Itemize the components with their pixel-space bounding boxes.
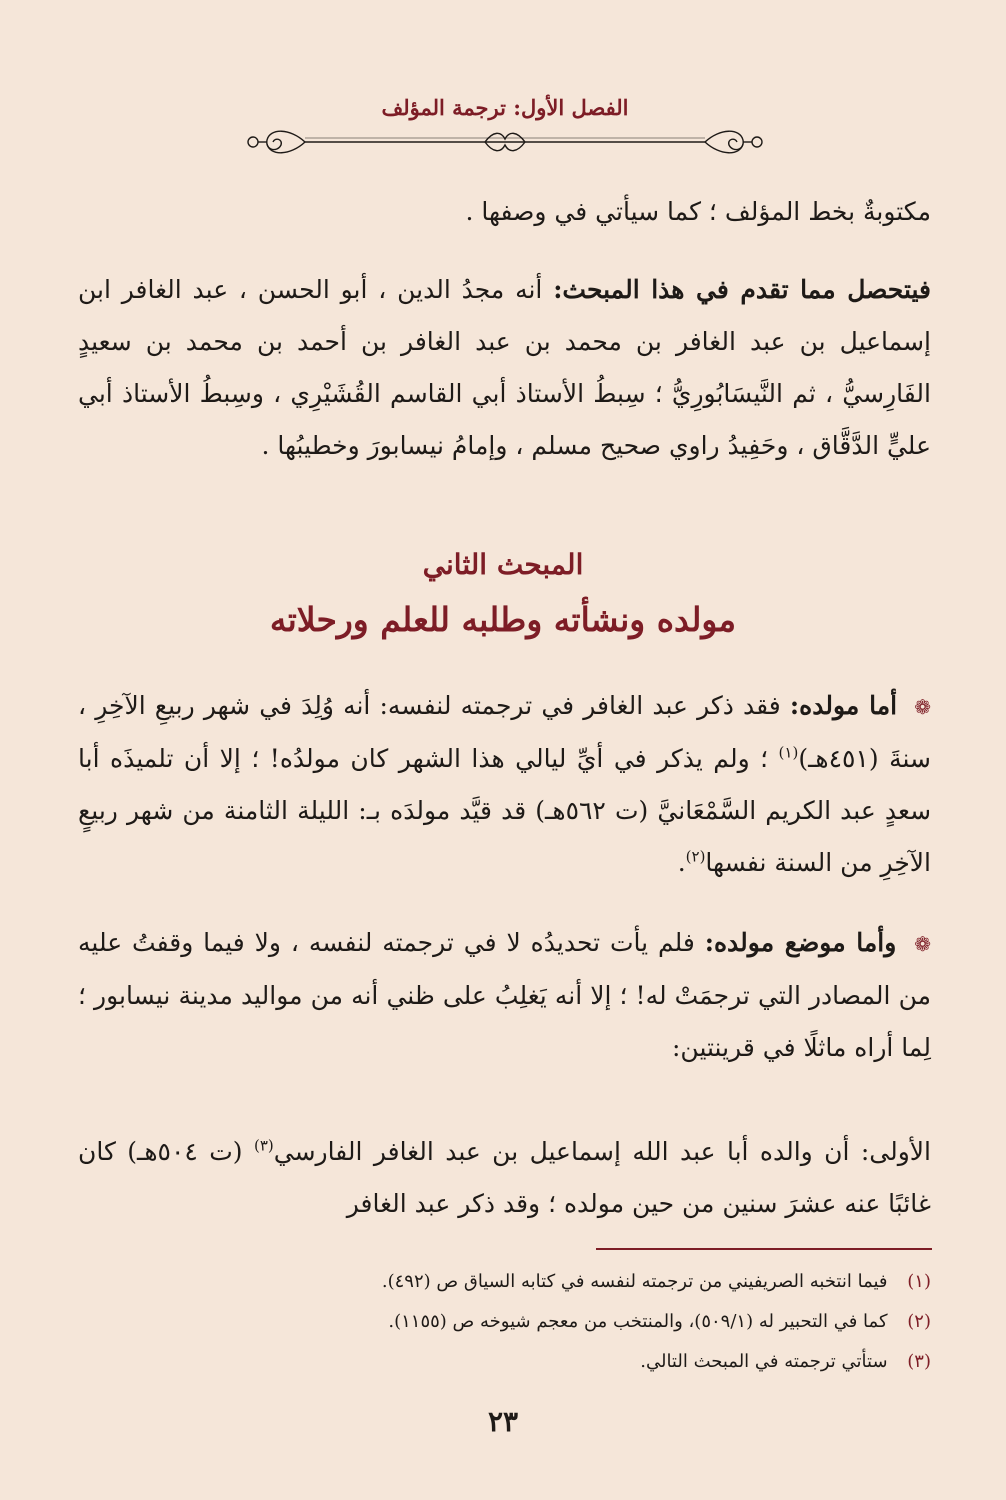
footnote-text: فيما انتخبه الصريفيني من ترجمته لنفسه في كتابه السياق ص (٤٩٢). bbox=[381, 1271, 888, 1292]
text-line: الأستاذ أبي عليٍّ الدَّقَّاق ، وحَفِيدُ راوي صحيح مسلم ، وإمامُ نيسابورَ وخطيبُها . bbox=[78, 379, 931, 460]
page-header bbox=[245, 95, 765, 165]
text-line: فلم يأت تحديدُه لا في ترجمته لنفسه ، ولا فيما bbox=[203, 928, 695, 957]
paragraph-continuation bbox=[78, 186, 931, 238]
footnote-ref[interactable]: (٣) bbox=[253, 1136, 274, 1155]
running-title: الفصل الأول: ترجمة المؤلف bbox=[381, 95, 629, 120]
paragraph-summary bbox=[78, 264, 931, 472]
text-line: فقد ذكر عبد الغافر في ترجمته لنفسه: أنه وُلِدَ في شهر bbox=[203, 691, 781, 720]
text-line: وقفتُ عليه من المصادر التي ترجمَتْ له! ؛ إلا أنه يَغلِبُ على ظني أنه من bbox=[78, 928, 931, 1010]
text-line: . bbox=[677, 848, 686, 877]
section-label: المبحث الثاني bbox=[422, 548, 584, 581]
scroll-ornament-icon bbox=[245, 125, 765, 159]
text-line: الأولى: أن والده أبا عبد الله إسماعيل بن عبد الغافر الفارسي bbox=[273, 1137, 931, 1166]
text-line: إلا أن تلميذَه أبا سعدٍ عبد الكريم السَّمْعَانيَّ (ت ٥٦٢هـ) قد قيَّد مولدَه بـ: bbox=[78, 744, 932, 825]
footnote-ref[interactable]: (٢) bbox=[685, 847, 706, 866]
footnote-number: (٣) bbox=[907, 1351, 931, 1372]
footnote-number: (٢) bbox=[907, 1311, 931, 1332]
paragraph-birth bbox=[78, 680, 931, 889]
footnote-divider bbox=[596, 1248, 932, 1250]
footnote-item bbox=[78, 1342, 931, 1382]
footnote-number: (١) bbox=[907, 1271, 931, 1292]
summary-lead: فيتحصل مما تقدم في هذا المبحث: bbox=[553, 275, 931, 304]
text-line: مواليد مدينة نيسابور ؛ لِما أراه ماثلًا في قرينتين: bbox=[78, 981, 931, 1062]
footnote-text: كما في التحبير له (٥٠٩/١)، والمنتخب من معجم شيوخه ص (١١٥٥). bbox=[388, 1311, 888, 1332]
text-line: الليلة الثامنة من شهر ربيعٍ الآخِرِ من السنة نفسها bbox=[78, 796, 931, 877]
text-line: مكتوبةٌ بخط المؤلف ؛ كما سيأتي في وصفها . bbox=[465, 197, 931, 226]
footnote-item bbox=[78, 1302, 931, 1342]
birth-lead: أما مولده: bbox=[789, 691, 898, 720]
birthplace-lead: وأما موضع مولده: bbox=[704, 928, 897, 957]
footnote-ref[interactable]: (١) bbox=[778, 743, 799, 762]
footnote-item bbox=[78, 1262, 931, 1302]
text-line: (ت ٥٠٤هـ) كان غائبًا عنه عشرَ سنين من حين مولده ؛ وقد ذكر عبد الغافر bbox=[78, 1137, 931, 1218]
text-line: ؛ ولم يذكر في أيِّ ليالي هذا الشهر كان مولدُه! ؛ bbox=[251, 744, 769, 773]
footnotes-list bbox=[78, 1262, 931, 1382]
text-line: سعيدٍ الفَارِسيُّ ، ثم النَّيسَابُورِيُّ ؛ سِبطُ الأستاذ أبي القاسم القُشَيْرِي ، وسِبطُ bbox=[78, 327, 931, 408]
flower-bullet-icon: ❁ bbox=[914, 932, 931, 956]
footnote-text: ستأتي ترجمته في المبحث التالي. bbox=[640, 1351, 888, 1372]
paragraph-first-evidence bbox=[78, 1126, 931, 1230]
section-title: مولده ونشأته وطلبه للعلم ورحلاته bbox=[269, 600, 737, 639]
paragraph-birthplace bbox=[78, 917, 931, 1074]
text-line: ابن إسماعيل بن عبد الغافر بن محمد بن عبد الغافر بن أحمد بن محمد بن bbox=[78, 275, 932, 356]
page-number: ٢٣ bbox=[487, 1405, 519, 1438]
flower-bullet-icon: ❁ bbox=[914, 695, 932, 719]
text-line: أنه مجدُ الدين ، أبو الحسن ، عبد الغافر bbox=[121, 275, 543, 304]
text-line: ربيعِ الآخِرِ ، سنةَ (٤٥١هـ) bbox=[78, 691, 931, 773]
